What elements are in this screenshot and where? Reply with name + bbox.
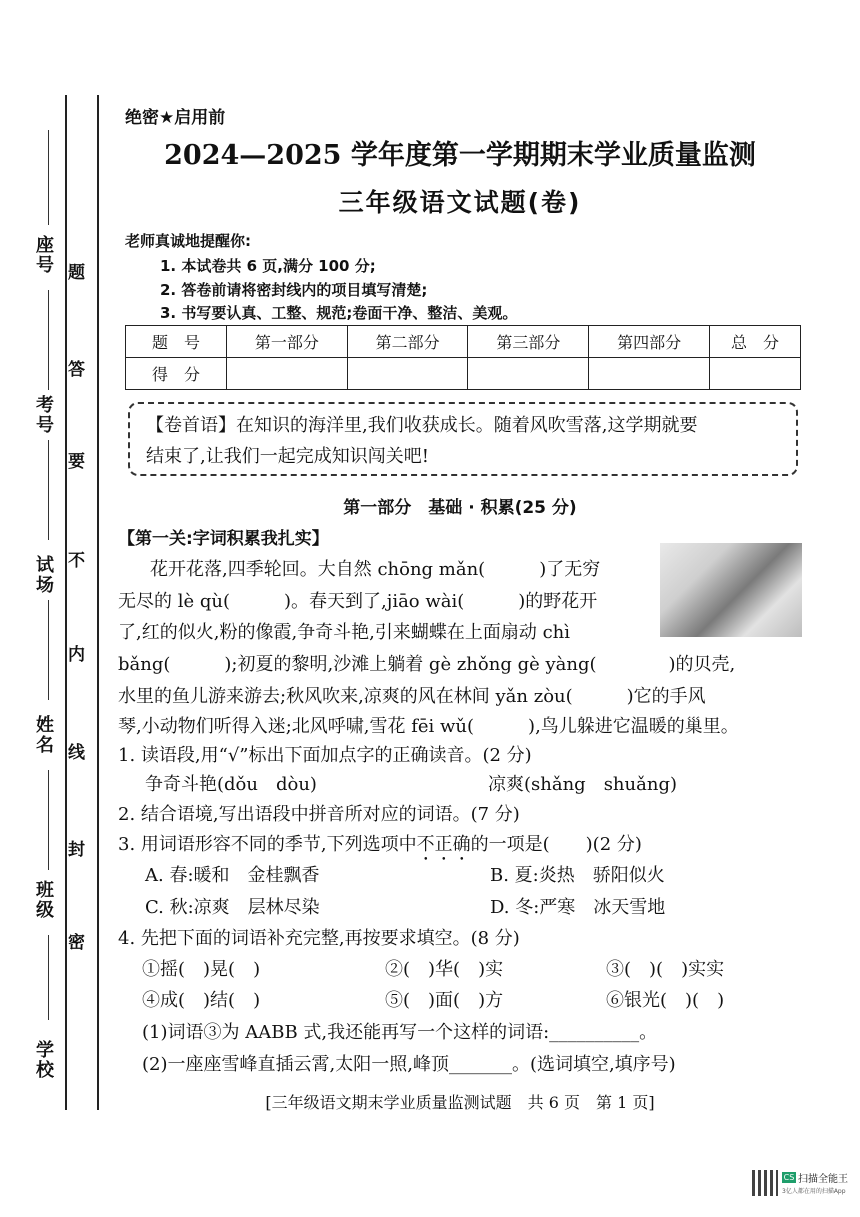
q3-prefix: 3. 用词语形容不同的季节,下列选项中 [118,834,417,855]
question-2: 2. 结合语境,写出语段中拼音所对应的词语。(7 分) [118,804,520,825]
score-table-header: 第一部分 [227,326,348,358]
seal-char: 不 [68,551,85,571]
reminder-item: 3. 书写要认真、工整、规范;卷面干净、整洁、美观。 [160,304,518,322]
score-table-row [126,358,801,390]
exam-number-label: 考号 [33,395,54,435]
passage-line: 花开花落,四季轮回。大自然 chōng mǎn( )了无穷 [150,559,601,580]
score-cell[interactable] [468,358,589,390]
school-label: 学校 [33,1040,54,1080]
score-table-header: 题 号 [126,326,227,358]
seal-char: 要 [68,452,85,472]
q3-option-c: C. 秋:凉爽 层林尽染 [145,897,320,918]
qr-code-icon [752,1170,778,1196]
q4-word: ③( )( )实实 [606,959,725,980]
q3-option-d: D. 冬:严寒 冰天雪地 [490,897,666,918]
q4-word: ④成( )结( ) [142,990,261,1011]
score-table-header: 第二部分 [347,326,468,358]
seal-char: 答 [68,360,85,380]
name-label: 姓名 [33,715,54,755]
score-table-header: 第三部分 [468,326,589,358]
question-1: 1. 读语段,用“√”标出下面加点字的正确读音。(2 分) [118,745,532,766]
exam-subtitle: 三年级语文试题(卷) [338,188,582,217]
passage-line: 无尽的 lè qù( )。春天到了,jiāo wài( )的野花开 [118,591,598,612]
seal-char: 题 [68,263,85,283]
scanner-badge-icon: CS [783,1173,795,1182]
score-table [125,325,801,390]
binding-line-outer [65,95,67,1110]
page-footer: [三年级语文期末学业质量监测试题 共 6 页 第 1 页] [265,1093,655,1112]
seal-char: 密 [68,933,85,953]
q4-word: ⑤( )面( )方 [385,990,504,1011]
q3-option-a: A. 春:暖和 金桂飘香 [145,865,320,886]
passage-line: 了,红的似火,粉的像霞,争奇斗艳,引来蝴蝶在上面扇动 chì [118,622,571,643]
q4-sub-2: (2)一座座雪峰直插云霄,太阳一照,峰顶_______。(选词填空,填序号) [142,1054,676,1075]
seal-char: 内 [68,645,85,665]
question-3 [118,830,642,865]
preface-line: 【卷首语】在知识的海洋里,我们收获成长。随着风吹雪落,这学期就要 [146,415,698,436]
q4-sub-1: (1)词语③为 AABB 式,我还能再写一个这样的词语:__________。 [142,1022,658,1043]
binding-line-inner [97,95,99,1110]
q4-word: ⑥银光( )( ) [606,990,725,1011]
seal-char: 线 [68,743,85,763]
part1-heading: 第一部分 基础 · 积累(25 分) [343,498,577,518]
secret-mark: 绝密★启用前 [125,108,226,128]
score-cell[interactable] [347,358,468,390]
class-label: 班级 [33,880,54,920]
passage-line: bǎng( );初夏的黎明,沙滩上躺着 gè zhǒng gè yàng( )的贝壳, [118,654,736,675]
seal-char: 封 [68,840,85,860]
q3-option-b: B. 夏:炎热 骄阳似火 [490,865,665,886]
seat-number-label: 座号 [33,235,54,275]
exam-room-label: 试场 [33,555,54,595]
reminder-heading: 老师真诚地提醒你: [125,232,251,250]
blank-line [48,935,49,1020]
passage-line: 水里的鱼儿游来游去;秋风吹来,凉爽的风在林间 yǎn zòu( )它的手风 [118,686,706,707]
score-cell[interactable] [227,358,348,390]
exam-title: 2024—2025 学年度第一学期期末学业质量监测 [164,140,756,171]
passage-line: 琴,小动物们听得入迷;北风呼啸,雪花 fēi wǔ( ),鸟儿躲进它温暖的巢里。 [118,716,739,737]
q4-word: ②( )华( )实 [385,959,504,980]
score-cell[interactable] [589,358,710,390]
score-row-label: 得 分 [126,358,227,390]
reminder-item: 1. 本试卷共 6 页,满分 100 分; [160,257,376,275]
blank-line [48,770,49,870]
q4-word: ①摇( )晃( ) [142,959,261,980]
score-table-header: 第四部分 [589,326,710,358]
preface-line: 结束了,让我们一起完成知识闯关吧! [146,446,429,467]
reminder-item: 2. 答卷前请将密封线内的项目填写清楚; [160,281,428,299]
blank-line [48,440,49,540]
score-table-header-row [126,326,801,358]
level1-heading: 【第一关:字词积累我扎实】 [118,529,329,549]
q1-option-b: 凉爽(shǎng shuǎng) [488,774,677,795]
q3-emphasis: 不正确 [416,834,471,855]
score-cell[interactable] [709,358,800,390]
q1-option-a: 争奇斗艳(dǒu dòu) [145,774,317,795]
illustration-image [660,543,802,637]
scanner-app-name: 扫描全能王 [798,1174,848,1185]
blank-line [48,290,49,390]
scanner-tagline: 3亿人都在用的扫描App [782,1188,846,1195]
question-4: 4. 先把下面的词语补充完整,再按要求填空。(8 分) [118,928,520,949]
score-table-header: 总 分 [709,326,800,358]
blank-line [48,600,49,700]
q3-suffix: 的一项是( )(2 分) [470,834,642,855]
